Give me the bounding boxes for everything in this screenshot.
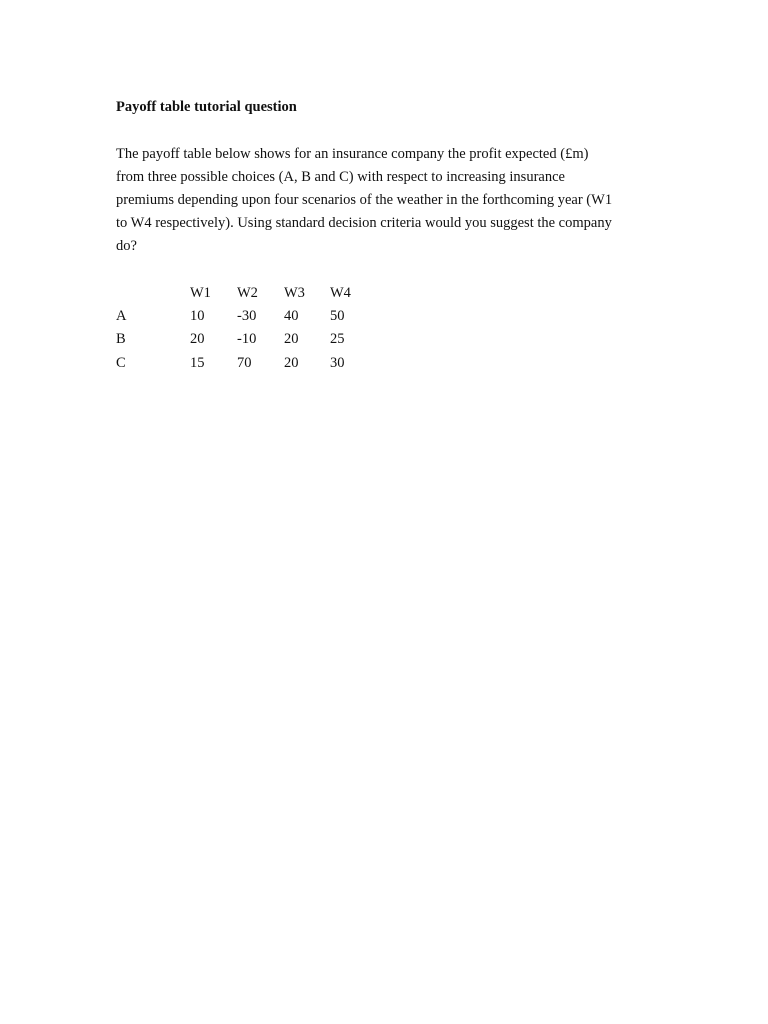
paragraph-line-2: from three possible choices (A, B and C) with respect to increasing insurance — [116, 169, 565, 185]
document-title: Payoff table tutorial question — [116, 99, 297, 115]
column-header-w4: W4 — [330, 285, 351, 301]
table-cell: 25 — [330, 331, 345, 347]
row-label-c: C — [116, 355, 126, 371]
paragraph-line-5: do? — [116, 238, 137, 254]
row-label-a: A — [116, 308, 127, 324]
table-cell: -10 — [237, 331, 257, 347]
table-cell: -30 — [237, 308, 257, 324]
table-cell: 30 — [330, 355, 345, 371]
column-header-w3: W3 — [284, 285, 305, 301]
column-header-w2: W2 — [237, 285, 258, 301]
paragraph-line-1: The payoff table below shows for an insurance company the profit expected (£m) — [116, 146, 589, 162]
table-cell: 20 — [284, 331, 299, 347]
table-cell: 20 — [190, 331, 205, 347]
row-label-b: B — [116, 331, 126, 347]
column-header-w1: W1 — [190, 285, 211, 301]
table-cell: 40 — [284, 308, 299, 324]
table-cell: 10 — [190, 308, 205, 324]
table-cell: 15 — [190, 355, 205, 371]
table-cell: 70 — [237, 355, 252, 371]
paragraph-line-3: premiums depending upon four scenarios of the weather in the forthcoming year (W1 — [116, 192, 613, 208]
paragraph-line-4: to W4 respectively). Using standard decision criteria would you suggest the company — [116, 215, 612, 231]
table-cell: 50 — [330, 308, 345, 324]
table-cell: 20 — [284, 355, 299, 371]
